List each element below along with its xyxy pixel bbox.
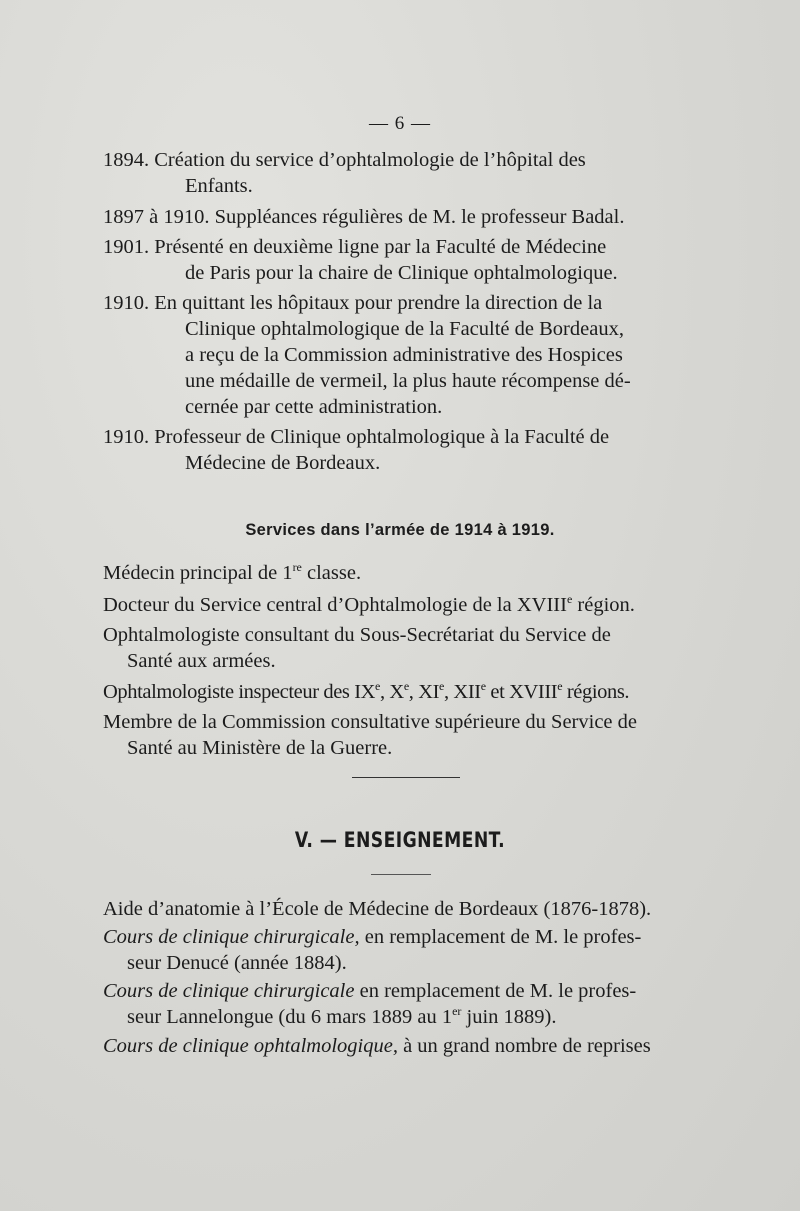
teaching-line-anatomie: Aide d’anatomie à l’École de Médecine de Bordeaux (1876-1878). bbox=[103, 898, 652, 920]
entry-continuation: Clinique ophtalmologique de la Faculté de Bordeaux, bbox=[185, 318, 624, 340]
entry-1897-1910 bbox=[103, 204, 718, 230]
entry-text: Présenté en deuxième ligne par la Faculté de Médecine bbox=[154, 236, 607, 258]
entry-year: 1910. bbox=[103, 292, 150, 314]
teaching-line-denuce: Cours de clinique chirurgicale, en remplacement de M. le profes- seur Denucé (année 1884). bbox=[103, 926, 642, 974]
army-line-commission: Membre de la Commission consultative supérieure du Service de Santé au Ministère de la Guerre. bbox=[103, 711, 638, 759]
entry-continuation: une médaille de vermeil, la plus haute récompense dé- bbox=[185, 370, 631, 392]
section-title: V. — ENSEIGNEMENT. bbox=[294, 828, 506, 852]
teaching-line-lannelongue: Cours de clinique chirurgicale en remplacement de M. le profes- seur Lannelongue (du 6 mars 1889 au 1er juin 1889). bbox=[103, 980, 637, 1028]
entry-continuation: cernée par cette administration. bbox=[185, 396, 443, 418]
entry-text: Suppléances régulières de M. le professeur Badal. bbox=[214, 206, 625, 228]
army-line-medecin: Médecin principal de 1re classe. bbox=[103, 560, 362, 584]
army-line-docteur: Docteur du Service central d’Ophtalmologie de la XVIIIe région. bbox=[103, 592, 635, 616]
entry-text: Professeur de Clinique ophtalmologique à la Faculté de bbox=[154, 426, 610, 448]
divider bbox=[371, 874, 431, 875]
entry-continuation: de Paris pour la chaire de Clinique ophtalmologique. bbox=[185, 262, 618, 284]
teaching-line-ophtalmo: Cours de clinique ophtalmologique, à un grand nombre de reprises bbox=[103, 1035, 651, 1057]
entry-text: En quittant les hôpitaux pour prendre la direction de la bbox=[154, 292, 603, 314]
army-line-consultant: Ophtalmologiste consultant du Sous-Secrétariat du Service de Santé aux armées. bbox=[103, 624, 611, 672]
entry-1901 bbox=[103, 234, 718, 286]
entry-continuation: Enfants. bbox=[185, 175, 253, 197]
army-line-inspecteur: Ophtalmologiste inspecteur des IXe, Xe, XIe, XIIe et XVIIIe régions. bbox=[103, 679, 630, 703]
entry-text: Création du service d’ophtalmologie de l’hôpital des bbox=[154, 149, 586, 171]
entry-year: 1897 à 1910. bbox=[103, 206, 210, 228]
entry-year: 1894. bbox=[103, 149, 150, 171]
entry-1910-vermeil bbox=[103, 290, 718, 420]
entry-1894 bbox=[103, 147, 718, 199]
entry-continuation: a reçu de la Commission administrative des Hospices bbox=[185, 344, 623, 366]
entry-year: 1901. bbox=[103, 236, 150, 258]
entry-1910-professeur bbox=[103, 424, 718, 476]
army-services-heading: Services dans l’armée de 1914 à 1919. bbox=[245, 521, 555, 539]
page-number: — 6 — bbox=[369, 113, 431, 134]
divider bbox=[352, 777, 460, 778]
entry-continuation: Médecine de Bordeaux. bbox=[185, 452, 381, 474]
entry-year: 1910. bbox=[103, 426, 150, 448]
